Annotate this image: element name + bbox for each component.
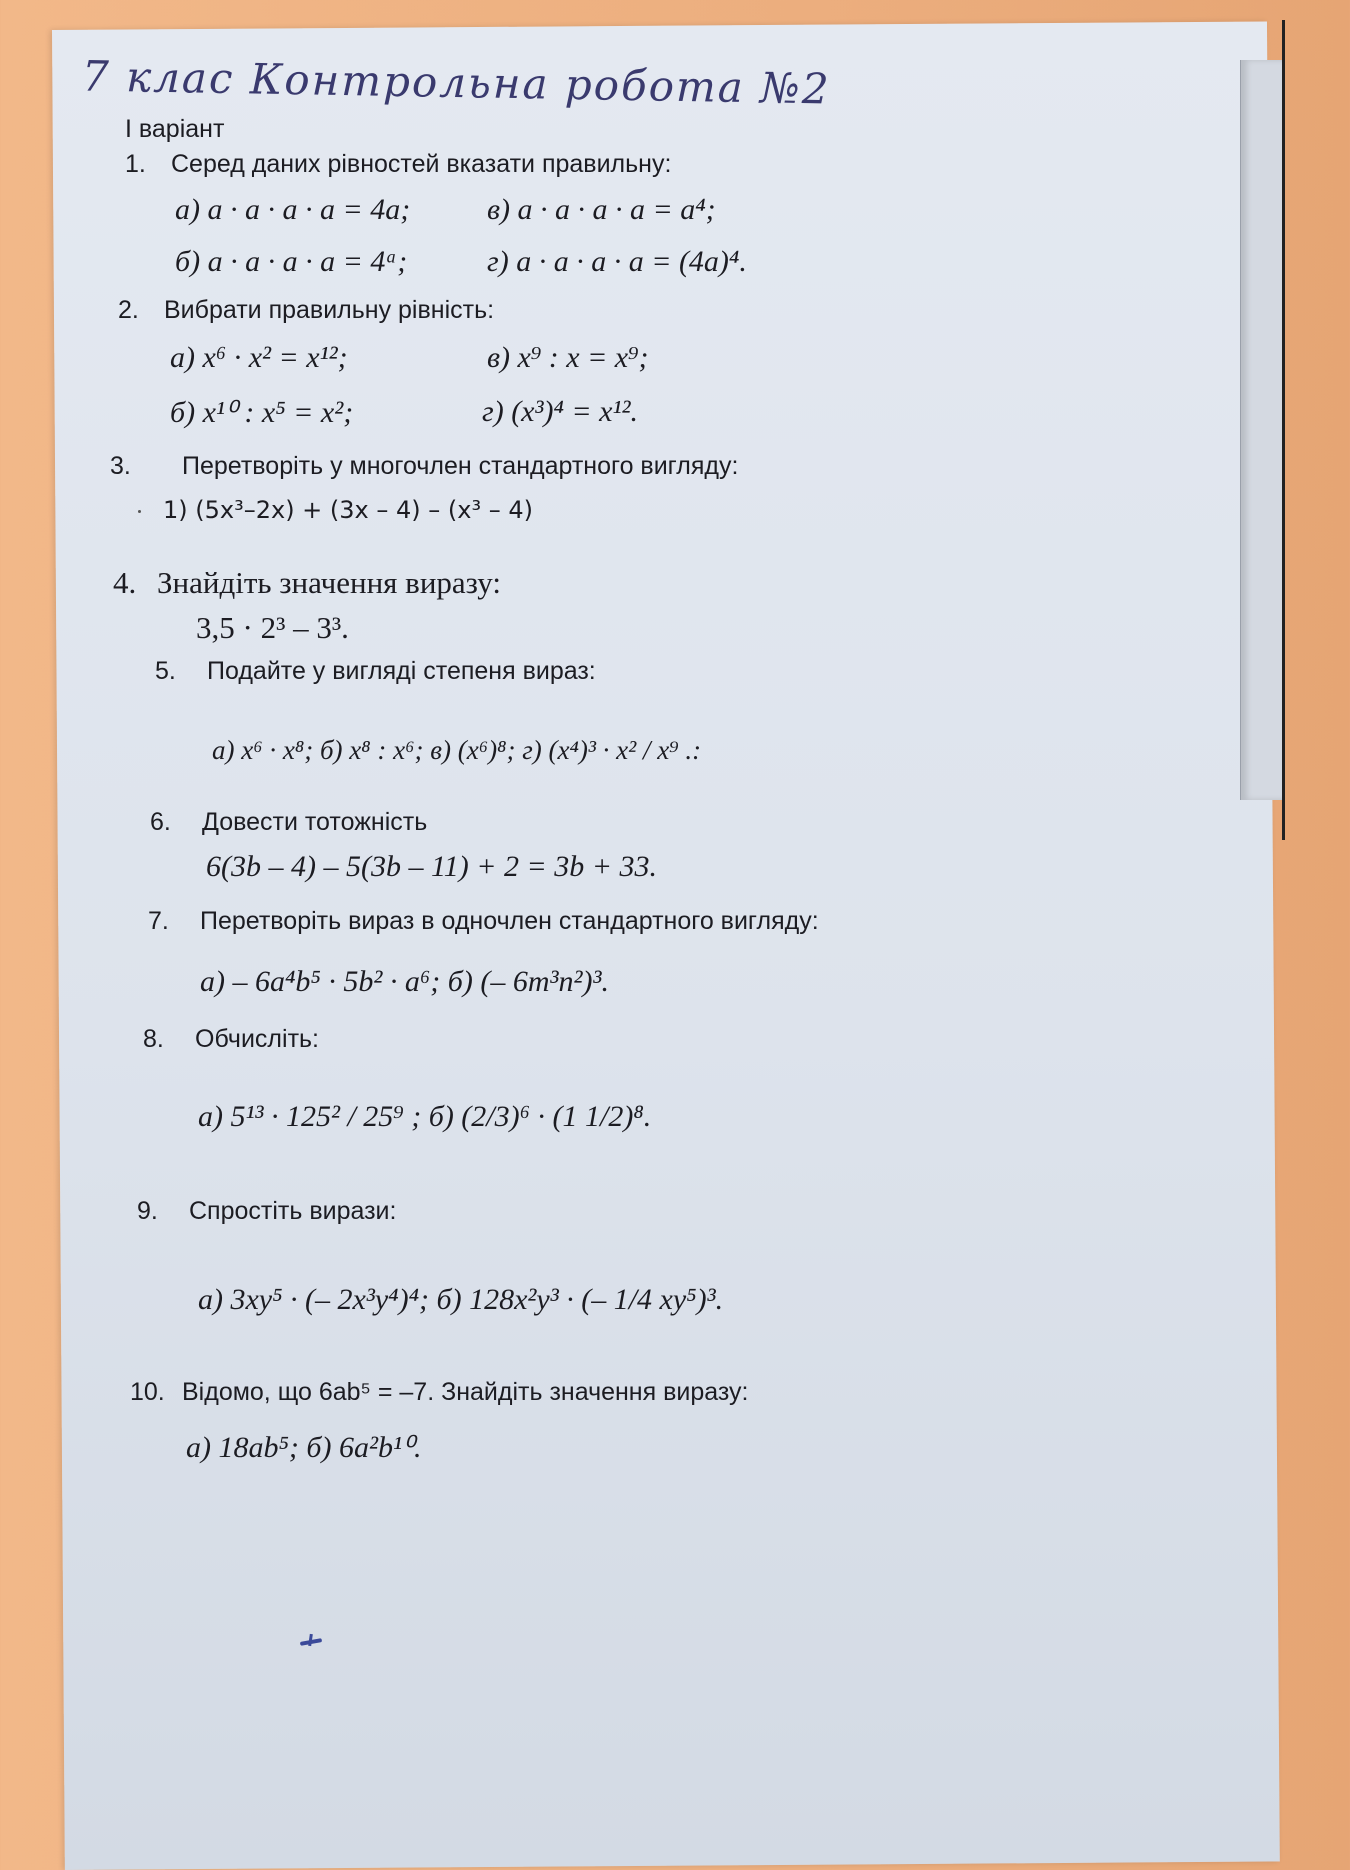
task-9-question: 9. Спростіть вирази: — [137, 1197, 397, 1225]
task-10-question: 10. Відомо, що 6ab⁵ = –7. Знайдіть значення виразу: — [130, 1378, 749, 1406]
stray-dot — [138, 510, 141, 513]
task-6-question: 6. Довести тотожність — [150, 808, 428, 836]
task-2-question: 2. Вибрати правильну рівність: — [118, 296, 495, 324]
task-8-expression: а) 5¹³ · 125² / 25⁹ ; б) (2/3)⁶ · (1 1/2)⁸. — [198, 1100, 652, 1133]
task-8-question: 8. Обчисліть: — [143, 1025, 319, 1053]
task-2-option-g: г) (x³)⁴ = x¹². — [482, 395, 638, 428]
task-3-question: 3. Перетворіть у многочлен стандартного вигляду: — [110, 452, 739, 480]
paper-fold-edge — [1240, 60, 1285, 800]
task-10-expression: а) 18ab⁵; б) 6a²b¹⁰. — [186, 1431, 422, 1464]
task-2-option-b: б) x¹⁰ : x⁵ = x²; — [170, 396, 354, 429]
task-5-question: 5. Подайте у вигляді степеня вираз: — [155, 657, 596, 685]
task-4-expression: 3,5 · 2³ – 3³. — [196, 610, 349, 645]
task-2-option-v: в) x⁹ : x = x⁹; — [487, 341, 649, 374]
task-1-option-b: б) a · a · a · a = 4ᵃ; — [175, 245, 408, 278]
task-1-question: 1. Серед даних рівностей вказати правильну: — [125, 150, 672, 178]
task-2-option-a: а) x⁶ · x² = x¹²; — [170, 341, 348, 374]
task-3-expression: 1) (5x³–2x) + (3x – 4) – (x³ – 4) — [163, 496, 533, 524]
task-6-expression: 6(3b – 4) – 5(3b – 11) + 2 = 3b + 33. — [206, 850, 657, 883]
task-5-expression: а) x⁶ · x⁸; б) x⁸ : x⁶; в) (x⁶)⁸; г) (x⁴)³ · x² / x⁹ .: — [212, 735, 702, 765]
task-1-option-a: а) a · a · a · a = 4a; — [175, 193, 411, 226]
task-9-expression: а) 3xy⁵ · (– 2x³y⁴)⁴; б) 128x²y³ · (– 1/4 xy⁵)³. — [198, 1283, 724, 1316]
variant-label: I варіант — [125, 115, 225, 143]
task-1-option-g: г) a · a · a · a = (4a)⁴. — [487, 245, 747, 278]
task-7-question: 7. Перетворіть вираз в одночлен стандартного вигляду: — [148, 907, 819, 935]
task-4-question: 4. Знайдіть значення виразу: — [113, 565, 501, 600]
page-border-line — [1282, 20, 1285, 840]
handwritten-title: 7 клас Контрольна робота №2 — [81, 51, 832, 114]
task-1-option-v: в) a · a · a · a = a⁴; — [487, 193, 716, 226]
task-7-expression: а) – 6a⁴b⁵ · 5b² · a⁶; б) (– 6m³n²)³. — [200, 965, 609, 998]
